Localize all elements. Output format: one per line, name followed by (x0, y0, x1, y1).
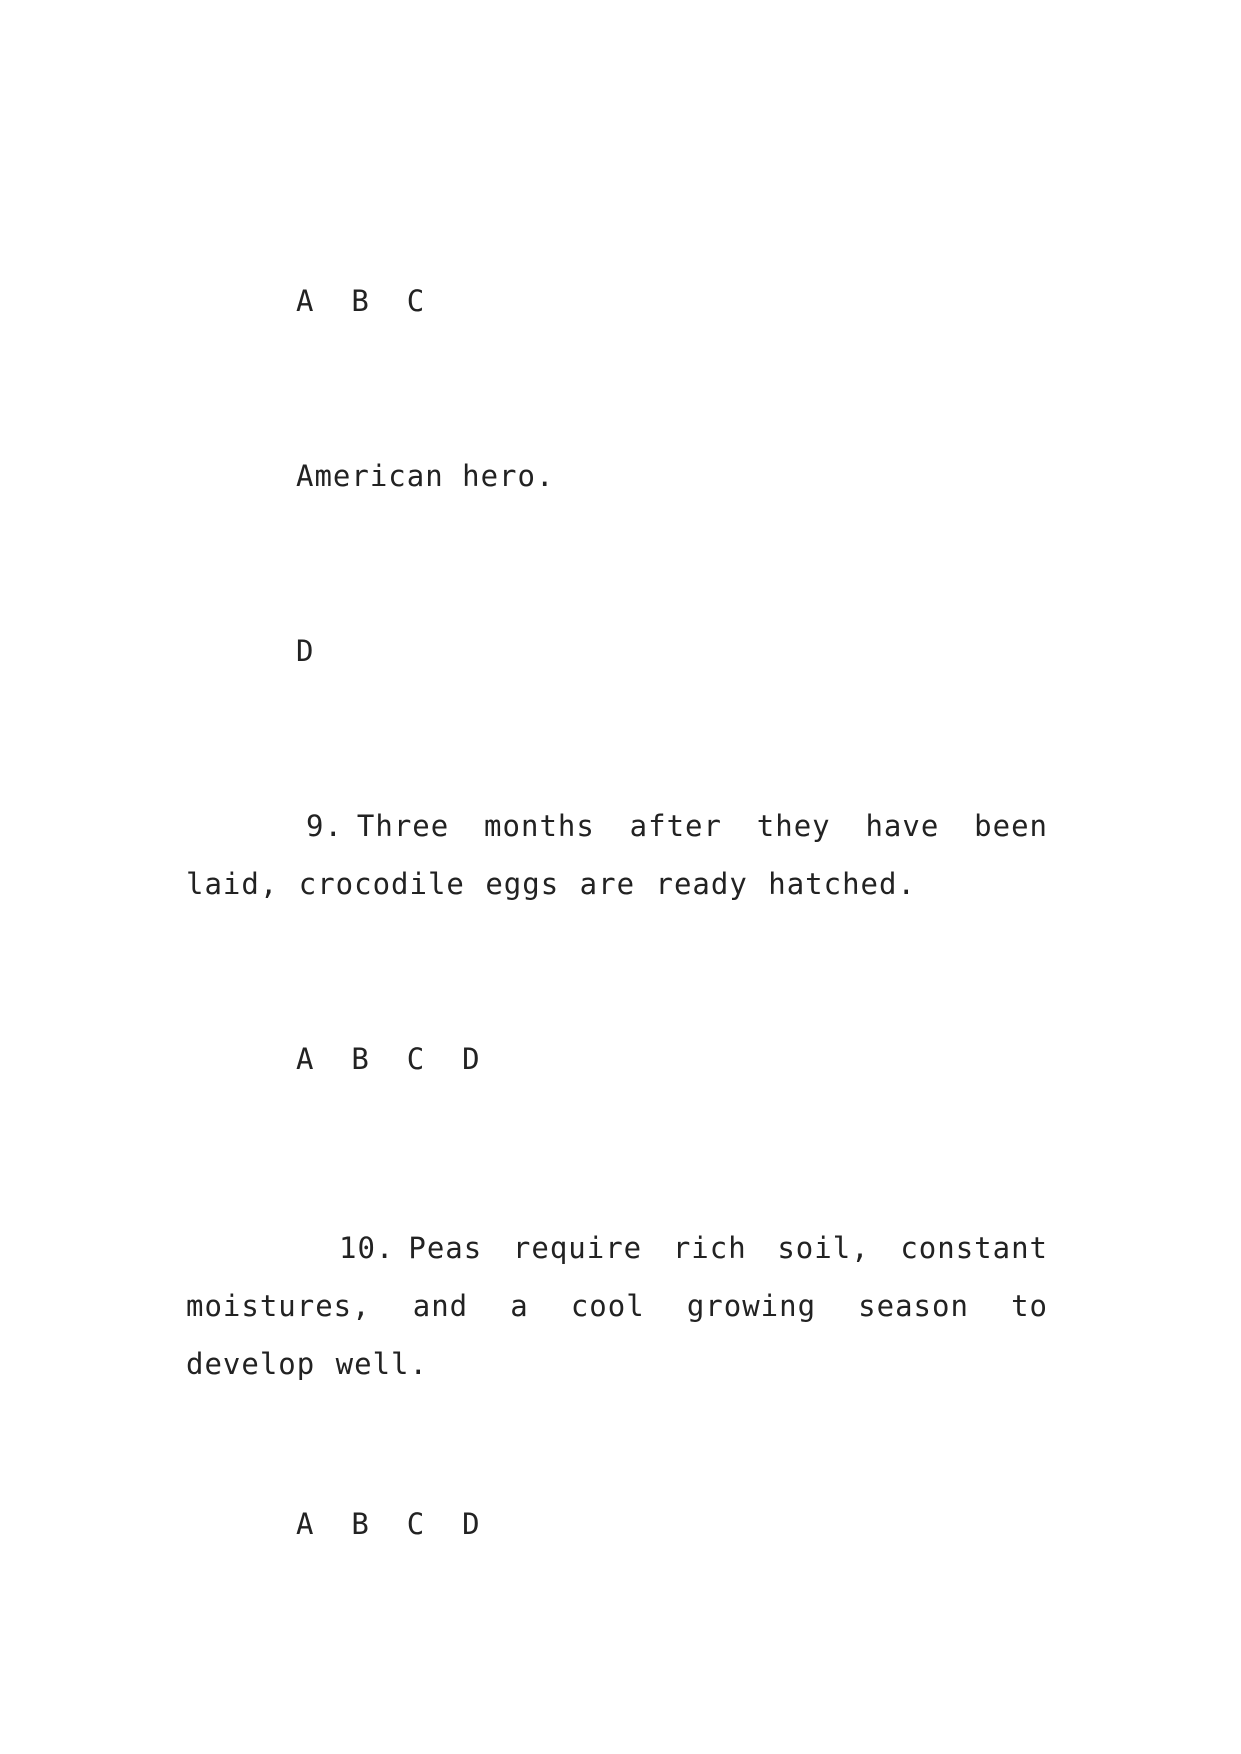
answer-options-line: A B C D (296, 1507, 481, 1541)
answer-option-d: D (296, 634, 315, 668)
question-number: 9. (306, 809, 343, 843)
question-10 (186, 1219, 1048, 1393)
question-text: Three months after they have been laid, crocodile eggs are ready hatched. (186, 809, 1048, 901)
question-9 (186, 797, 1048, 913)
answer-options-line: A B C (296, 284, 426, 318)
question-number: 10. (339, 1231, 395, 1265)
sentence-fragment: American hero. (296, 459, 555, 493)
question-text: Peas require rich soil, constant moistures, and a cool growing season to develop well. (186, 1231, 1048, 1381)
answer-options-line: A B C D (296, 1042, 481, 1076)
